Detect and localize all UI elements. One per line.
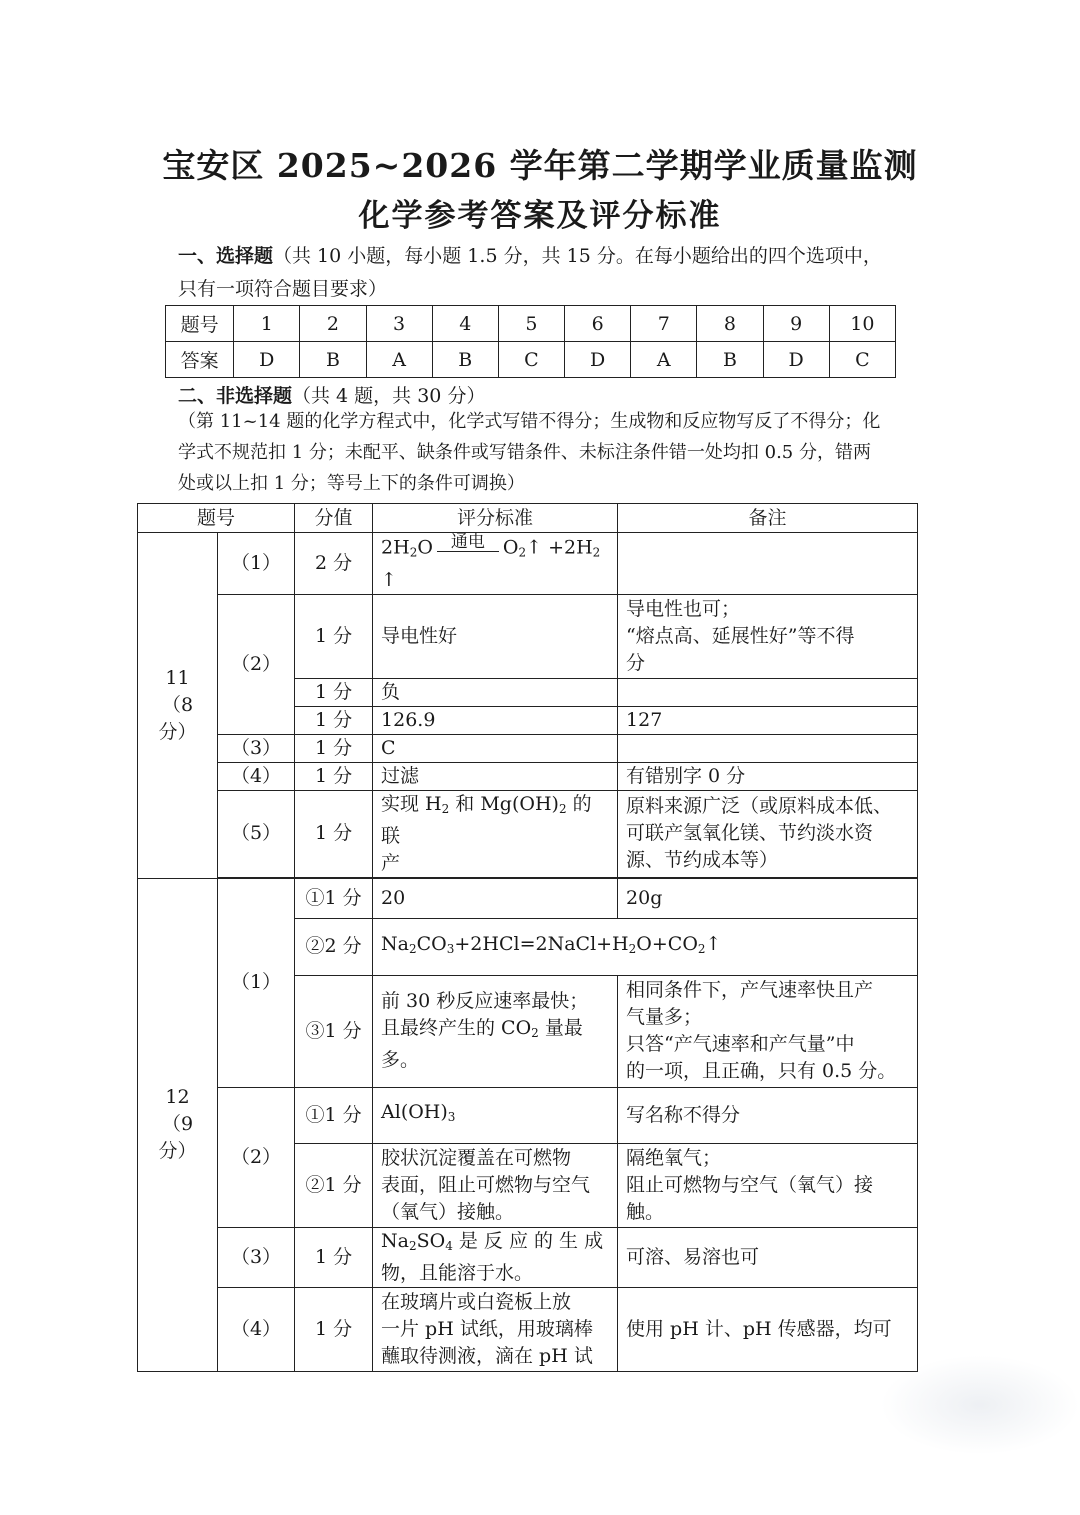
table-row	[138, 734, 918, 762]
q11-part2-r3-score: 1 分	[295, 706, 373, 734]
remark-line: 相同条件下，产气速率快且产	[626, 979, 874, 1001]
answer-cell: B	[432, 342, 498, 378]
standard-line	[381, 1228, 609, 1260]
standard-line: 一片 pH 试纸，用玻璃棒	[381, 1317, 593, 1340]
q11-number-cell	[138, 533, 218, 879]
eq-sub: 4	[445, 1238, 453, 1253]
q12-part1-r1-score: ①1 分	[295, 878, 373, 918]
answer-cell: D	[234, 342, 300, 378]
page-title: 宝安区 2025~2026 学年第二学期学业质量监测	[162, 146, 918, 185]
q12-part1-r2-equation	[373, 918, 918, 975]
eq-text: +2HCl=2NaCl+H	[454, 932, 629, 955]
q11-part2-r3-standard: 126.9	[373, 706, 618, 734]
q11-part5-score: 1 分	[295, 790, 373, 877]
eq-text: Al(OH)	[381, 1101, 448, 1123]
standard-line: （氧气）接触。	[381, 1200, 515, 1223]
question-number: 5	[498, 306, 564, 342]
q11-part1-remark	[618, 533, 918, 595]
table-row	[138, 594, 918, 678]
q12-part3-score: 1 分	[295, 1227, 373, 1287]
table-row	[138, 790, 918, 877]
reaction-condition-text: 通电	[450, 532, 485, 552]
q11-part5-standard	[373, 790, 618, 877]
eq-text: 是 反 应 的 生 成	[452, 1229, 604, 1252]
standard-line: 物，且能溶于水。	[381, 1261, 534, 1284]
table-row	[138, 533, 918, 595]
eq-sub: 2	[558, 801, 567, 816]
section1-heading	[178, 240, 918, 273]
section2-note-line3: 处或以上扣 1 分；等号上下的条件可调换）	[178, 473, 525, 494]
eq-sub: 2	[518, 545, 527, 560]
answer-cell: B	[300, 342, 366, 378]
q11-part2-r2-remark	[618, 678, 918, 706]
q11-part1-equation	[373, 533, 618, 595]
q11-part2-r1-remark	[618, 594, 918, 678]
header-question: 题号	[138, 504, 295, 533]
eq-text: 2H	[381, 536, 410, 559]
question-number: 8	[697, 306, 763, 342]
header-score: 分值	[295, 504, 373, 533]
section2-note-line2: 学式不规范扣 1 分；未配平、缺条件或写错条件、未标注条件错一处均扣 0.5 分，错两	[178, 442, 871, 463]
eq-text: O	[502, 536, 519, 559]
q11-points: （8	[161, 693, 194, 716]
table-row	[138, 762, 918, 790]
reaction-condition	[437, 533, 499, 564]
q11-part2-r1-standard: 导电性好	[373, 594, 618, 678]
q11-part2-r3-remark: 127	[618, 706, 918, 734]
q11-part3-label: （3）	[218, 734, 295, 762]
section2-title: 二、非选择题	[178, 385, 293, 407]
q12-points: （9	[161, 1113, 194, 1135]
q11-part3-score: 1 分	[295, 734, 373, 762]
section1-desc2: 只有一项符合题目要求）	[178, 278, 388, 300]
eq-sub: 3	[447, 1110, 456, 1124]
remark-line: “熔点高、延展性好”等不得	[626, 624, 855, 647]
q11-part4-label: （4）	[218, 762, 295, 790]
eq-sub: 2	[408, 1238, 417, 1253]
eq-sub: 3	[446, 941, 455, 956]
standard-line: 胶状沉淀覆盖在可燃物	[381, 1146, 572, 1169]
q12-part1-r1-remark: 20g	[618, 878, 918, 918]
equals-bar	[437, 551, 499, 552]
answer-cell: A	[366, 342, 432, 378]
remark-line: 可联产氢氧化镁、节约淡水资	[626, 822, 874, 844]
answer-cell: B	[697, 342, 763, 378]
eq-text: ↑	[381, 568, 397, 591]
q12-part2-r2-score: ②1 分	[295, 1143, 373, 1227]
header-standard: 评分标准	[373, 504, 618, 533]
eq-sub: 2	[441, 801, 450, 816]
question-number: 2	[300, 306, 366, 342]
eq-sub: 2	[697, 941, 706, 956]
eq-text: O+CO	[636, 932, 698, 955]
standard-line: 产	[381, 851, 401, 874]
eq-text: 量最	[538, 1017, 583, 1039]
answer-cell: D	[565, 342, 631, 378]
eq-sub: 2	[409, 545, 418, 560]
question-number: 9	[763, 306, 829, 342]
page-subtitle: 化学参考答案及评分标准	[358, 198, 722, 234]
q12-part3-standard	[373, 1227, 618, 1287]
answer-table	[165, 305, 896, 378]
q12-number-cell	[138, 878, 218, 1371]
q12-part2-label: （2）	[218, 1087, 295, 1227]
question-number: 1	[234, 306, 300, 342]
answer-cell: C	[498, 342, 564, 378]
eq-text: Na	[381, 1229, 409, 1252]
standard-line	[381, 1015, 609, 1047]
q12-part2-r2-standard	[373, 1143, 618, 1227]
q11-part2-label: （2）	[218, 594, 295, 734]
q12-part1-r3-standard	[373, 975, 618, 1087]
q11-part2-r2-standard: 负	[373, 678, 618, 706]
section2-note-line1: （第 11~14 题的化学方程式中，化学式写错不得分；生成物和反应物写反了不得分；化	[178, 411, 881, 432]
q12-part3-remark: 可溶、易溶也可	[618, 1227, 918, 1287]
q12-part4-label: （4）	[218, 1287, 295, 1371]
eq-text: ↑ +2H	[526, 536, 593, 559]
q12-part2-r1-standard	[373, 1087, 618, 1143]
eq-sub: 2	[592, 545, 601, 560]
remark-line: 导电性也可；	[626, 597, 741, 620]
eq-text: 且最终产生的 CO	[381, 1017, 532, 1039]
section2-desc: （共 4 题，共 30 分）	[292, 385, 486, 407]
q12-points-unit: 分）	[158, 1140, 197, 1162]
q12-number: 12	[165, 1086, 190, 1108]
q11-part5-remark	[618, 790, 918, 877]
q11-part3-standard: C	[373, 734, 618, 762]
answer-cell: C	[829, 342, 895, 378]
remark-line: 触。	[626, 1200, 665, 1223]
q12-part4-score: 1 分	[295, 1287, 373, 1371]
section1-title: 一、选择题	[178, 245, 274, 267]
standard-line: 前 30 秒反应速率最快；	[381, 990, 589, 1012]
answer-table-answer-row	[166, 342, 896, 378]
answer-cell: A	[631, 342, 697, 378]
answer-cell: D	[763, 342, 829, 378]
header-remark: 备注	[618, 504, 918, 533]
q12-part3-label: （3）	[218, 1227, 295, 1287]
eq-sub: 2	[408, 941, 417, 956]
answer-table-number-row	[166, 306, 896, 342]
standard-line: 表面，阻止可燃物与空气	[381, 1173, 591, 1196]
eq-sub: 2	[628, 941, 637, 956]
table-row	[138, 1087, 918, 1143]
q11-part1-label: （1）	[218, 533, 295, 595]
eq-text: ↑	[705, 932, 722, 955]
remark-line: 的一项，且正确，只有 0.5 分。	[626, 1060, 897, 1082]
standard-line: 多。	[381, 1049, 420, 1071]
q12-part2-r1-score: ①1 分	[295, 1087, 373, 1143]
question-number: 6	[565, 306, 631, 342]
q11-part3-remark	[618, 734, 918, 762]
q12-part1-label: （1）	[218, 878, 295, 1087]
question-number: 10	[829, 306, 895, 342]
remark-line: 源、节约成本等）	[626, 849, 779, 871]
eq-text: 的联	[381, 792, 592, 847]
eq-text: SO	[416, 1229, 446, 1252]
q12-part4-standard	[373, 1287, 618, 1371]
q11-part4-remark: 有错别字 0 分	[618, 762, 918, 790]
q12-part4-remark: 使用 pH 计、pH 传感器，均可	[618, 1287, 918, 1371]
eq-text: Na	[381, 932, 409, 955]
standard-line	[381, 791, 609, 850]
q11-part4-standard: 过滤	[373, 762, 618, 790]
page-shadow	[880, 1355, 1080, 1455]
remark-line: 只答“产气速率和产气量”中	[626, 1033, 855, 1055]
remark-line: 阻止可燃物与空气（氧气）接	[626, 1173, 874, 1196]
q12-part2-r1-remark: 写名称不得分	[618, 1087, 918, 1143]
remark-line: 气量多；	[626, 1006, 703, 1028]
q11-number: 11	[165, 666, 190, 689]
q11-part2-r1-score: 1 分	[295, 594, 373, 678]
q12-part1-r2-score: ②2 分	[295, 918, 373, 975]
question-number: 4	[432, 306, 498, 342]
remark-line: 隔绝氧气；	[626, 1146, 722, 1169]
q12-part1-r1-standard: 20	[373, 878, 618, 918]
remark-line: 原料来源广泛（或原料成本低、	[626, 795, 893, 817]
q11-part4-score: 1 分	[295, 762, 373, 790]
scoring-table	[137, 503, 918, 1372]
q11-points-unit: 分）	[158, 720, 197, 743]
number-row-label: 题号	[166, 306, 234, 342]
question-number: 3	[366, 306, 432, 342]
eq-text: 和 Mg(OH)	[449, 792, 559, 815]
standard-line: 在玻璃片或白瓷板上放	[381, 1290, 572, 1313]
table-row	[138, 878, 918, 918]
eq-text: O	[417, 536, 433, 559]
table-row	[138, 1227, 918, 1287]
table-row	[138, 1287, 918, 1371]
question-number: 7	[631, 306, 697, 342]
q11-part1-score: 2 分	[295, 533, 373, 595]
standard-line: 蘸取待测液，滴在 pH 试	[381, 1344, 593, 1367]
remark-line: 分	[626, 651, 646, 674]
q12-part2-r2-remark	[618, 1143, 918, 1227]
eq-sub: 2	[531, 1026, 539, 1040]
q11-part2-r2-score: 1 分	[295, 678, 373, 706]
q12-part1-r3-remark	[618, 975, 918, 1087]
q12-part1-r3-score: ③1 分	[295, 975, 373, 1087]
eq-text: 实现 H	[381, 792, 442, 815]
q11-part5-label: （5）	[218, 790, 295, 877]
answer-row-label: 答案	[166, 342, 234, 378]
eq-text: CO	[416, 932, 447, 955]
section1-desc: （共 10 小题，每小题 1.5 分，共 15 分。在每小题给出的四个选项中，	[273, 245, 882, 267]
scoring-table-header	[138, 504, 918, 533]
